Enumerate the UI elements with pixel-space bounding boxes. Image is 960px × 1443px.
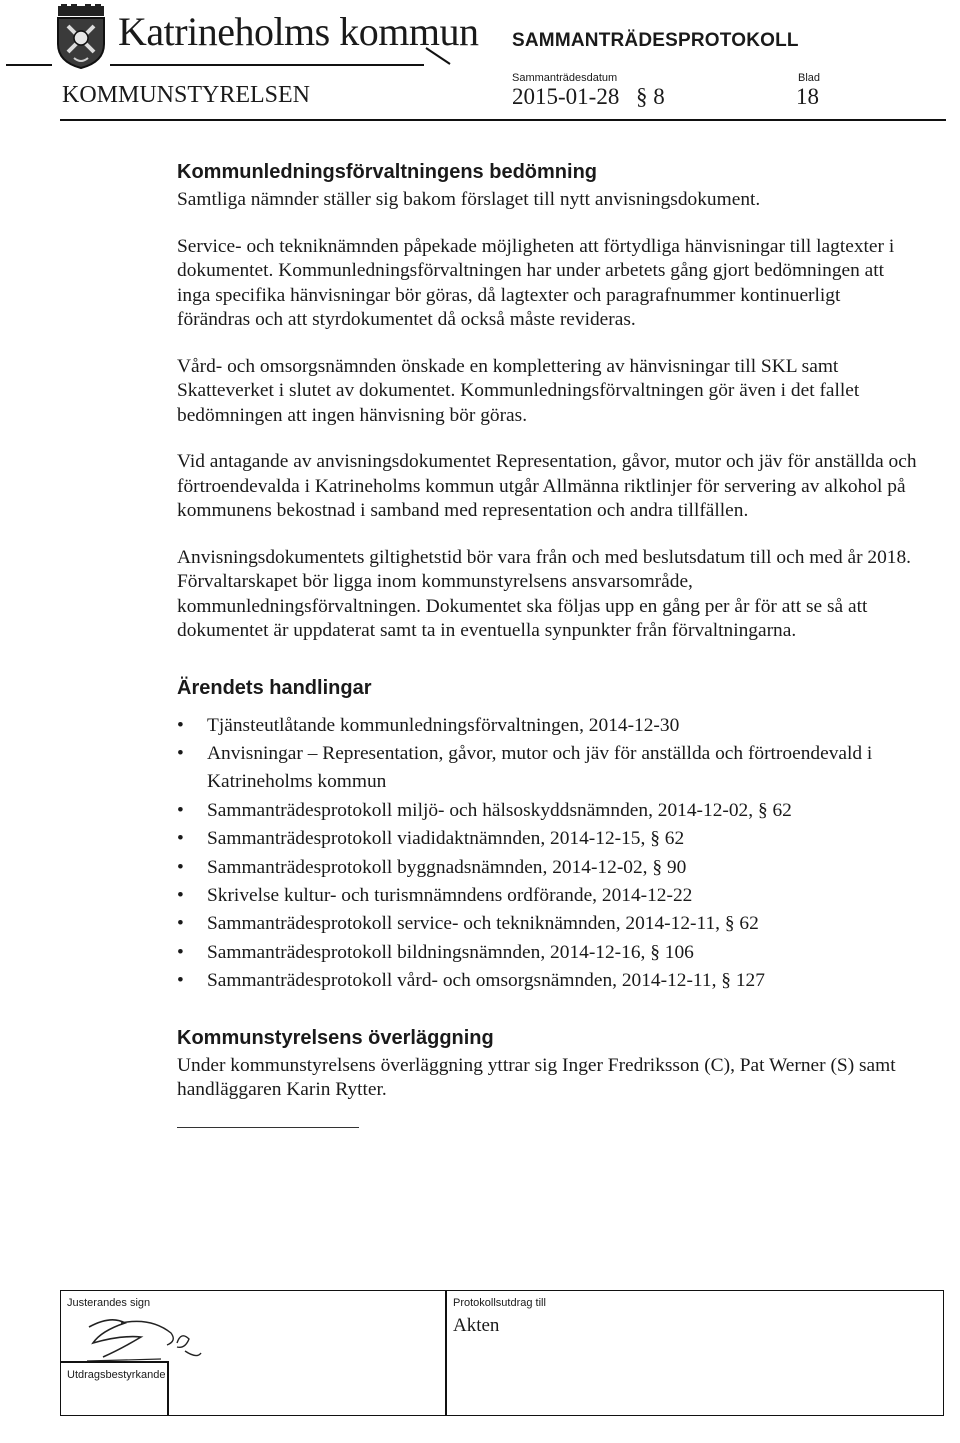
municipal-crest-icon bbox=[52, 4, 110, 70]
footer-inner-vrule bbox=[167, 1361, 169, 1415]
footer-inner-rule bbox=[61, 1361, 167, 1363]
justerandes-sign-label: Justerandes sign bbox=[67, 1297, 151, 1309]
bullet-icon: • bbox=[177, 714, 184, 736]
list-item: • Sammanträdesprotokoll miljö- och hälsoskyddsnämnden, 2014-12-02, § 62 bbox=[177, 797, 917, 825]
documents-heading: Ärendets handlingar bbox=[177, 676, 372, 699]
bullet-icon: • bbox=[177, 856, 184, 878]
assessment-paragraph: Service- och tekniknämnden påpekade möjligheten att förtydliga hänvisningar till lagtexter i dokumentet. Kommunledningsförvaltningen har under arbetets gång gjort bedömningen att inga specifika hänvisningar bör göras, då lagtexter och paragrafnummer kontinuerligt förändras och att styrdokumentet då också måste revideras. bbox=[177, 235, 895, 330]
document-body bbox=[177, 158, 917, 1128]
protokollsutdrag-recipient: Akten bbox=[453, 1315, 500, 1336]
bullet-icon: • bbox=[177, 742, 184, 764]
list-item: • Anvisningar – Representation, gåvor, mutor och jäv för anställda och förtroendevald i Katrineholms kommun bbox=[177, 740, 917, 797]
list-item: • Sammanträdesprotokoll byggnadsnämnden, 2014-12-02, § 90 bbox=[177, 854, 917, 882]
bullet-icon: • bbox=[177, 941, 184, 963]
deliberation-paragraph: Under kommunstyrelsens överläggning yttrar sig Inger Fredriksson (C), Pat Werner (S) samt handläggaren Karin Rytter. bbox=[177, 1054, 896, 1101]
signature-footer bbox=[60, 1290, 944, 1416]
header-rule-left bbox=[6, 64, 52, 66]
list-item: • Skrivelse kultur- och turismnämndens ordförande, 2014-12-22 bbox=[177, 882, 917, 910]
municipality-name: Katrineholms kommun bbox=[118, 9, 479, 54]
organ-name: KOMMUNSTYRELSEN bbox=[62, 82, 311, 108]
assessment-heading: Kommunledningsförvaltningens bedömning bbox=[177, 161, 597, 183]
list-item: • Sammanträdesprotokoll bildningsnämnden, 2014-12-16, § 106 bbox=[177, 939, 917, 967]
deliberation-heading: Kommunstyrelsens överläggning bbox=[177, 1026, 494, 1049]
bullet-icon: • bbox=[177, 884, 184, 906]
documents-list bbox=[177, 712, 917, 996]
assessment-paragraph: Anvisningsdokumentets giltighetstid bör vara från och med beslutsdatum till och med år 2018. Förvaltarskapet bör ligga inom kommunstyrelsens ansvarsområde, kommunledningsförvaltningen. Dokumentet ska följas upp en gång per år för att se så att dokumentet är uppdaterat samt ta in eventuella synpunkter från förvaltningarna. bbox=[177, 546, 912, 641]
assessment-paragraph: Vid antagande av anvisningsdokumentet Representation, gåvor, mutor och jäv för anställda och förtroendevalda i Katrineholms kommun utgår Allmänna riktlinjer för servering av alkohol på kommunens bekostnad i samband med representation och andra tillfällen. bbox=[177, 451, 917, 521]
header-rule-name bbox=[110, 64, 424, 66]
list-item: • Sammanträdesprotokoll viadidaktnämnden, 2014-12-15, § 62 bbox=[177, 825, 917, 853]
bullet-icon: • bbox=[177, 828, 184, 850]
bullet-icon: • bbox=[177, 970, 184, 992]
header-divider bbox=[60, 119, 946, 121]
bullet-icon: • bbox=[177, 913, 184, 935]
date-label: Sammanträdesdatum bbox=[512, 72, 618, 84]
end-rule bbox=[177, 1127, 359, 1128]
list-item: • Sammanträdesprotokoll vård- och omsorgsnämnden, 2014-12-11, § 127 bbox=[177, 967, 917, 995]
footer-divider bbox=[445, 1291, 447, 1415]
paragraph-number: § 8 bbox=[636, 84, 665, 109]
header-slash-mark bbox=[424, 46, 454, 66]
bullet-icon: • bbox=[177, 799, 184, 821]
signature-initials bbox=[81, 1313, 231, 1365]
meeting-date: 2015-01-28 bbox=[512, 84, 620, 109]
document-type: SAMMANTRÄDESPROTOKOLL bbox=[512, 30, 799, 51]
list-item: • Tjänsteutlåtande kommunledningsförvaltningen, 2014-12-30 bbox=[177, 712, 917, 740]
protokollsutdrag-label: Protokollsutdrag till bbox=[453, 1297, 546, 1309]
utdragsbestyrkande-label: Utdragsbestyrkande bbox=[67, 1369, 166, 1381]
page-label: Blad bbox=[798, 72, 821, 84]
page-number: 18 bbox=[796, 84, 819, 109]
list-item: • Sammanträdesprotokoll service- och tekniknämnden, 2014-12-11, § 62 bbox=[177, 910, 917, 938]
assessment-paragraph: Vård- och omsorgsnämnden önskade en komplettering av hänvisningar till SKL samt Skatteverket i slutet av dokumentet. Kommunledningsförvaltningen gör även i det fallet bedömningen att ingen hänvisning bör göras. bbox=[177, 355, 860, 426]
assessment-paragraph: Samtliga nämnder ställer sig bakom förslaget till nytt anvisningsdokument. bbox=[177, 189, 761, 210]
